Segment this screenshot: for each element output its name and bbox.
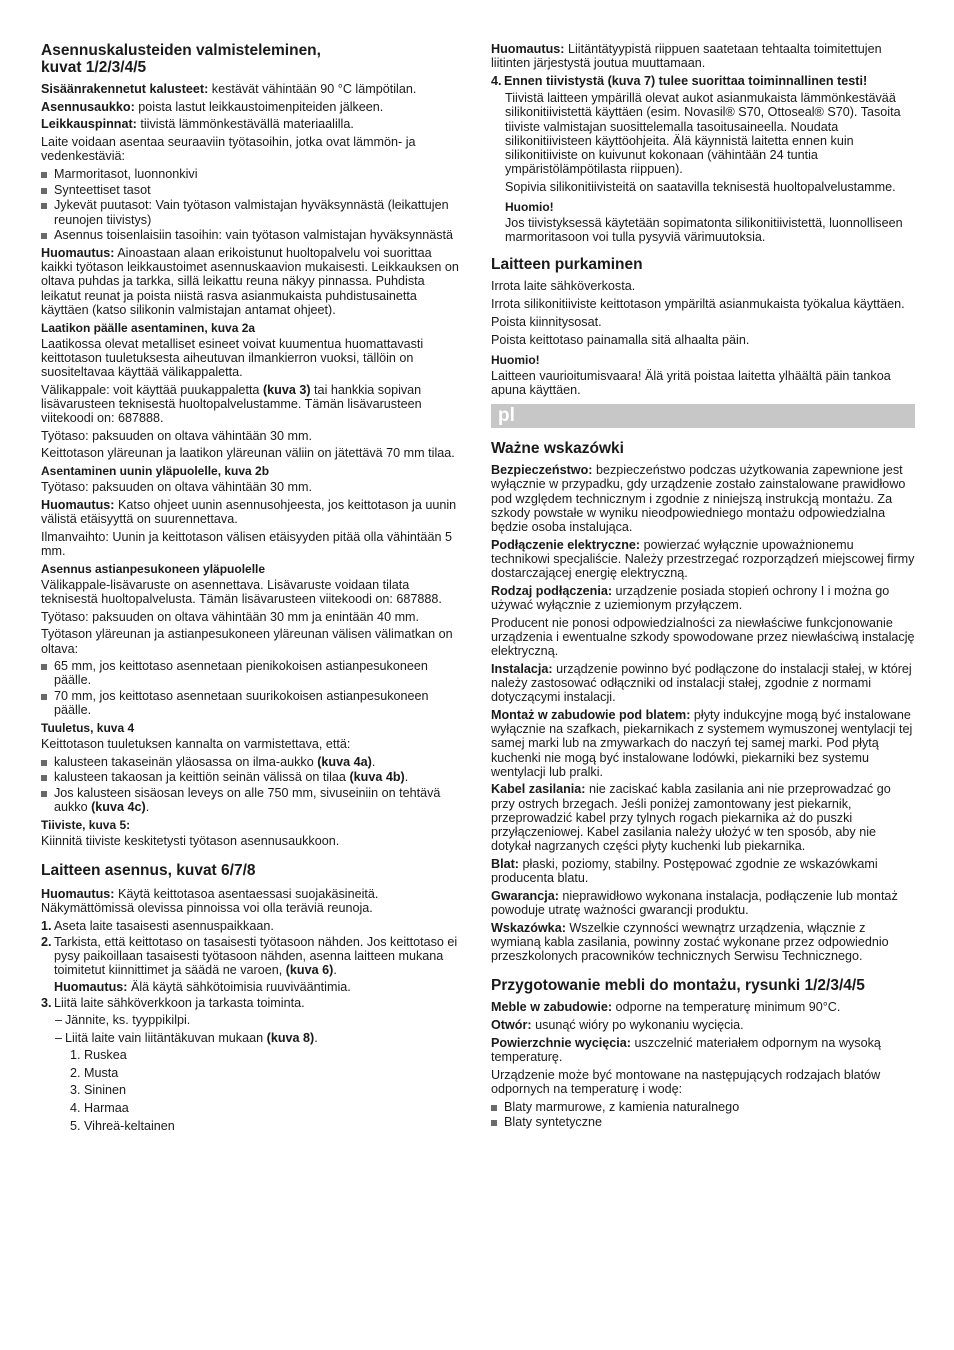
ref-kuva-8: (kuva 8) bbox=[266, 1030, 315, 1045]
list-item bbox=[41, 228, 465, 242]
heading-laatikko: Laatikon päälle asentaminen, kuva 2a bbox=[41, 320, 256, 335]
para-s4-1: Tiivistä laitteen ympärillä olevat aukot asianmukaista lämmönkestävää silikonitiivistettä käyttäen (esim. Novasil® S70, Ottoseal® S70). Tasoita tiiviste valmistajan suosittelemalla tasoitusaineella. Noudata silikonitiivisteen käyttöohjeita. Älä käynnistä laitetta ennen kuin silikonitiiviste on kuivunut kokonaan (vähintään 24 tuntia ympäristölämpötilasta riippuen). bbox=[505, 91, 901, 177]
step-title: Ennen tiivistystä (kuva 7) tulee suorittaa toiminnallinen testi! bbox=[504, 73, 868, 88]
list-item-text: Blaty syntetyczne bbox=[504, 1115, 602, 1130]
list-item bbox=[41, 770, 465, 784]
text-aukko: poista lastut leikkaustoimenpiteiden jälkeen. bbox=[134, 99, 384, 114]
wire-colors-list bbox=[41, 1048, 465, 1133]
dash-icon: – bbox=[55, 1013, 63, 1028]
text-pl: urządzenie powinno być podłączone do instalacji stałej, w której należy zastosować odłączniki od instalacji stałej, zgodnie z normami dotyczącymi instalacji. bbox=[491, 661, 912, 705]
para-pl-6 bbox=[491, 782, 915, 853]
step-number: 1. bbox=[41, 919, 52, 934]
heading-asennus: Laitteen asennus, kuvat 6/7/8 bbox=[41, 862, 256, 880]
list-item-text: 70 mm, jos keittotaso asennetaan suurikokoisen astianpesukoneen päälle. bbox=[54, 689, 429, 718]
para-astian-2: Työtaso: paksuuden on oltava vähintään 30 mm ja enintään 40 mm. bbox=[41, 609, 420, 624]
step-text: Liitä laite sähköverkkoon ja tarkasta toiminta. bbox=[54, 996, 305, 1011]
list-item bbox=[41, 689, 465, 717]
wire-color: 3. Sininen bbox=[70, 1083, 127, 1098]
para-laite: Laite voidaan asentaa seuraaviin työtasoihin, jotka ovat lämmön- ja vedenkestäviä: bbox=[41, 135, 416, 164]
steps-list-cont bbox=[491, 74, 915, 88]
para-tuuletus: Keittotason tuuletuksen kannalta on varmistettava, että: bbox=[41, 737, 351, 752]
text-pl: Producent nie ponosi odpowiedzialności za niewłaściwe funkcjonowanie urządzenia i ewentualne szkody spowodowane przez niewłaściwą instalację elektryczną. bbox=[491, 615, 915, 659]
label-otwor: Otwór: bbox=[491, 1018, 532, 1033]
dash-list bbox=[41, 1013, 465, 1044]
heading-tiiviste: Tiiviste, kuva 5: bbox=[41, 818, 131, 833]
step-text: Tarkista, että keittotaso on tasaisesti työtasoon nähden. Jos keittotaso ei pysy paikoillaan tasaisesti työtasoon nähden, asenna laitteen mukana toimitetut kiinnittimet ja säädä ne varoen, bbox=[54, 934, 458, 978]
text-huomautus: Ainoastaan alaan erikoistunut huoltopalvelu voi suorittaa kaikki työtason leikkaustoimet asennuskaavion mukaisesti. Leikkauksen on oltava puhdas ja tarkka, sillä leikattu reuna näkyy pinnassa. Puhdista leikatut reunat ja poista niistä rasva asianmukaista puhdistusainetta käyttäen (katso silikonin valmistajan antamat ohjeet). bbox=[41, 246, 459, 317]
label-huomautus: Huomautus: bbox=[54, 980, 128, 995]
heading-prep-line2: kuvat 1/2/3/4/5 bbox=[41, 59, 147, 76]
ref-kuva-4c: (kuva 4c) bbox=[91, 800, 146, 815]
para-purku-4: Poista keittotaso painamalla sitä alhaalta päin. bbox=[491, 332, 750, 347]
right-column bbox=[491, 42, 915, 1133]
para-purku-2: Irrota silikonitiiviste keittotason ympäriltä asianmukaista työkalua käyttäen. bbox=[491, 297, 905, 312]
bullet-icon bbox=[491, 1105, 497, 1111]
list-item-text: Jykevät puutasot: Vain työtason valmistajan hyväksynnästä (leikattujen reunojen tiivistys) bbox=[54, 198, 449, 227]
list-item-text: Blaty marmurowe, z kamienia naturalnego bbox=[504, 1099, 740, 1114]
list-item-text: kalusteen takaseinän yläosassa on ilma-aukko bbox=[54, 754, 318, 769]
bullet-icon bbox=[41, 791, 47, 797]
list-blaty bbox=[491, 1100, 915, 1130]
label-huomautus: Huomautus: bbox=[41, 497, 115, 512]
wire-color: 1. Ruskea bbox=[70, 1047, 127, 1062]
para-pl-5 bbox=[491, 708, 915, 779]
bullet-icon bbox=[41, 188, 47, 194]
para-pinnat bbox=[41, 117, 465, 131]
step-text-end: . bbox=[333, 963, 337, 978]
para-valikappale bbox=[41, 383, 465, 426]
text-pl: nieprawidłowo wykonana instalacja, podłączenie lub montaż powoduje utratę ważności gwarancji produktu. bbox=[491, 888, 898, 918]
para-huomautus-2 bbox=[41, 498, 465, 526]
step-number: 3. bbox=[41, 996, 52, 1011]
dash-item bbox=[55, 1013, 465, 1027]
label-meble: Meble w zabudowie: bbox=[491, 1000, 613, 1015]
list-item-text: Asennus toisenlaisiin tasoihin: vain työtason valmistajan hyväksynnästä bbox=[54, 228, 454, 243]
bullet-icon bbox=[41, 233, 47, 239]
text-pl: Wszelkie czynności wewnątrz urządzenia, włącznie z wymianą kabla zasilania, powinny zostać wykonane przez odpowiednio przeszkolonych pracowników technicznych Serwisu Technicznego. bbox=[491, 920, 889, 964]
list-item bbox=[41, 167, 465, 181]
para-astian-1: Välikappale-lisävaruste on asennettava. Lisävaruste voidaan tilata teknisestä huoltopalvelusta. Tämän lisävarusteen viitekoodi on: 687888. bbox=[41, 577, 442, 606]
list-item-text: Marmoritasot, luonnonkivi bbox=[54, 167, 198, 182]
list-item bbox=[41, 659, 465, 687]
label-pl: Kabel zasilania: bbox=[491, 782, 586, 797]
para-powierzchnie bbox=[491, 1036, 915, 1064]
para-pl-9 bbox=[491, 921, 915, 964]
dash-item-text: Liitä laite vain liitäntäkuvan mukaan bbox=[65, 1030, 267, 1045]
text-huomautus: Käytä keittotasoa asentaessasi suojakäsineitä. Näkymättömissä olevissa pinnoissa voi olla teräviä reunoja. bbox=[41, 887, 379, 916]
ref-kuva-4a: (kuva 4a) bbox=[317, 754, 372, 769]
label-pl: Wskazówka: bbox=[491, 920, 566, 935]
step-2 bbox=[41, 935, 465, 995]
label-pl: Gwarancja: bbox=[491, 888, 559, 903]
para-aukko bbox=[41, 100, 465, 114]
list-item bbox=[491, 1115, 915, 1129]
dash-item-end: . bbox=[314, 1030, 318, 1045]
label-pinnat: Leikkauspinnat: bbox=[41, 117, 137, 132]
para-purku-1: Irrota laite sähköverkosta. bbox=[491, 279, 636, 294]
list-item bbox=[41, 198, 465, 226]
text-pinnat: tiivistä lämmönkestävällä materiaalilla. bbox=[136, 117, 354, 132]
text-huomautus: Katso ohjeet uunin asennusohjeesta, jos keittotason ja uunin välistä etäisyyttä on suurennettava. bbox=[41, 497, 457, 527]
text-valik-a: Välikappale: voit käyttää puukappaletta bbox=[41, 382, 263, 397]
label-powierzchnie: Powierzchnie wycięcia: bbox=[491, 1035, 631, 1050]
list-item bbox=[41, 786, 465, 814]
para-huomautus-3 bbox=[41, 887, 465, 915]
text-huomautus: Liitäntätyypistä riippuen saatetaan tehtaalta toimitettujen liitinten järjestystä joutua muuttamaan. bbox=[491, 42, 882, 71]
bullet-icon bbox=[491, 1120, 497, 1126]
para-pl-7 bbox=[491, 857, 915, 885]
label-pl: Bezpieczeństwo: bbox=[491, 463, 593, 478]
list-item-end: . bbox=[404, 770, 409, 785]
wire-color: 4. Harmaa bbox=[70, 1101, 129, 1116]
step-number: 4. bbox=[491, 73, 502, 88]
bullet-icon bbox=[41, 694, 47, 700]
list-item-text: kalusteen takaosan ja keittiön seinän välissä on tilaa bbox=[54, 770, 350, 785]
para-huomio: Jos tiivistyksessä käytetään sopimatonta silikonitiivistettä, luonnolliseen marmoritasoon voi tulla pysyviä värimuutoksia. bbox=[505, 216, 903, 245]
step-1 bbox=[41, 919, 465, 933]
language-bar bbox=[491, 404, 915, 428]
text-pl: powierzać wyłącznie upoważnionemu technikowi specjaliście. Należy przestrzegać rozporządzeń miejscowej firmy dostarczającej energię elektryczną. bbox=[491, 537, 915, 581]
bullet-icon bbox=[41, 203, 47, 209]
list-item bbox=[41, 755, 465, 769]
para-pl-3 bbox=[491, 616, 915, 659]
label-pl: Montaż w zabudowie pod blatem: bbox=[491, 707, 691, 722]
para-purku-3: Poista kiinnitysosat. bbox=[491, 314, 602, 329]
steps-list bbox=[41, 919, 465, 1010]
label-pl: Blat: bbox=[491, 856, 519, 871]
label-pl: Rodzaj podłączenia: bbox=[491, 583, 613, 598]
list-tuuletus bbox=[41, 755, 465, 815]
text-otwor: usunąć wióry po wykonaniu wycięcia. bbox=[531, 1018, 744, 1033]
bullet-icon bbox=[41, 775, 47, 781]
para-pl-4 bbox=[491, 662, 915, 705]
wire-color: 5. Vihreä-keltainen bbox=[70, 1118, 175, 1133]
step-number: 2. bbox=[41, 934, 52, 949]
heading-uuni: Asentaminen uunin yläpuolelle, kuva 2b bbox=[41, 464, 270, 479]
para-otwor bbox=[491, 1018, 915, 1032]
list-tasot bbox=[41, 167, 465, 243]
label-pl: Instalacja: bbox=[491, 661, 553, 676]
step-text: Aseta laite tasaisesti asennuspaikkaan. bbox=[54, 919, 274, 934]
dash-icon: – bbox=[55, 1030, 63, 1045]
para-urzadzenie: Urządzenie może być montowane na następujących rodzajach blatów odpornych na temperaturę i wodę: bbox=[491, 1067, 881, 1096]
bullet-icon bbox=[41, 760, 47, 766]
step-3 bbox=[41, 996, 465, 1010]
label-huomautus: Huomautus: bbox=[41, 887, 115, 902]
list-item-end: . bbox=[145, 800, 150, 815]
step-4 bbox=[491, 74, 915, 88]
para-kalusteet bbox=[41, 82, 465, 96]
ref-kuva-3: (kuva 3) bbox=[262, 382, 311, 397]
para-tyotaso-2: Työtaso: paksuuden on oltava vähintään 30 mm. bbox=[41, 480, 312, 495]
list-valimatka bbox=[41, 659, 465, 717]
text-kalusteet: kestävät vähintään 90 °C lämpötilan. bbox=[208, 82, 417, 96]
para-meble bbox=[491, 1000, 915, 1014]
text-pl: bezpieczeństwo podczas użytkowania zapewnione jest wyłącznie w przypadku, gdy urządzenie zostało zainstalowane prawidłowo pod względem technicznym i zgodnie z niniejszą instrukcją montażu. Za szkody powstałe w wyniku nieodpowiedniego montażu odpowiedzialna będzie osoba instalująca. bbox=[491, 463, 906, 534]
wire-color: 2. Musta bbox=[70, 1065, 119, 1080]
ref-kuva-4b: (kuva 4b) bbox=[349, 770, 405, 785]
heading-tuuletus: Tuuletus, kuva 4 bbox=[41, 721, 135, 736]
para-pl-1 bbox=[491, 538, 915, 581]
list-item-text: 65 mm, jos keittotaso asennetaan pienikokoisen astianpesukoneen päälle. bbox=[54, 659, 428, 688]
text-powierzchnie: uszczelnić materiałem odpornym na wysoką temperaturę. bbox=[491, 1035, 881, 1064]
label-kalusteet: Sisäänrakennetut kalusteet: bbox=[41, 82, 209, 96]
step-4-body bbox=[491, 91, 915, 244]
para-ilmanvaihto: Ilmanvaihto: Uunin ja keittotason välisen etäisyyden pitää olla vähintään 5 mm. bbox=[41, 529, 452, 558]
label-huomautus: Huomautus: bbox=[491, 42, 565, 56]
text-pl: nie zaciskać kabla zasilania ani nie przeprowadzać go przy ostrych brzegach. Jeśli poniżej zamontowany jest piekarnik, przeprowadzić kabel przy tylnych rogach piekarnika aż do puszki przyłączeniowej. Kabel zasilania należy ułożyć w ten sposób, aby nie dotykał nagrzanych części płyty kuchenki lub piekarnika. bbox=[491, 782, 891, 854]
para-astian-3: Työtason yläreunan ja astianpesukoneen yläreunan välisen välimatkan on oltava: bbox=[41, 627, 453, 656]
para-laatikko: Laatikossa olevat metalliset esineet voivat kuumentua huomattavasti keittotason tuuletuksesta aiheutuvan ilmankierron vuoksi, tällöin on suositeltavaa käyttää välikappaletta. bbox=[41, 336, 424, 379]
bullet-icon bbox=[41, 172, 47, 178]
left-column bbox=[41, 34, 465, 1137]
para-s4-2: Sopivia silikonitiivisteitä on saatavilla teknisestä huoltopalvelustamme. bbox=[505, 179, 896, 194]
heading-prep bbox=[41, 42, 465, 76]
ref-kuva-6: (kuva 6) bbox=[285, 963, 334, 978]
dash-item-text: Jännite, ks. tyyppikilpi. bbox=[65, 1013, 191, 1028]
list-item-text: Synteettiset tasot bbox=[54, 182, 151, 197]
para-huomautus-4 bbox=[491, 42, 915, 70]
dash-item bbox=[55, 1031, 465, 1045]
text-pl: urządzenie posiada stopień ochrony I i można go używać wyłącznie z uziemionym przyłączem. bbox=[491, 583, 890, 612]
heading-przygotowanie: Przygotowanie mebli do montażu, rysunki 1/2/3/4/5 bbox=[491, 977, 865, 995]
heading-prep-line1: Asennuskalusteiden valmisteleminen, bbox=[41, 42, 321, 59]
language-code: pl bbox=[498, 405, 515, 427]
bullet-icon bbox=[41, 664, 47, 670]
para-pl-8 bbox=[491, 889, 915, 917]
list-item bbox=[491, 1100, 915, 1114]
heading-purkaminen: Laitteen purkaminen bbox=[491, 256, 643, 274]
text-huomautus: Älä käytä sähkötoimisia ruuvivääntimia. bbox=[127, 980, 351, 995]
label-aukko: Asennusaukko: bbox=[41, 99, 135, 114]
label-huomautus: Huomautus: bbox=[41, 246, 115, 261]
text-pl: płaski, poziomy, stabilny. Postępować zgodnie ze wskazówkami producenta blatu. bbox=[491, 856, 878, 886]
text-pl: płyty indukcyjne mogą być instalowane wyłącznie na szafkach, piekarnikach z systemem wymuszonej wentylacji tej samej marki lub na zmywarkach do naczyń tej samej marki. Pod płytą kuchenki nie mogą być instalowane lodówki, piekarniki bez systemu wentylacji lub pralki. bbox=[491, 707, 913, 779]
list-item-end: . bbox=[371, 754, 376, 769]
para-huomio-2: Laitteen vaurioitumisvaara! Älä yritä poistaa laitetta ylhäältä päin tankoa apuna käyttäen. bbox=[491, 368, 891, 397]
heading-huomio: Huomio! bbox=[505, 200, 554, 215]
heading-wazne: Ważne wskazówki bbox=[491, 440, 624, 458]
para-tiiviste: Kiinnitä tiiviste keskitetysti työtason asennusaukkoon. bbox=[41, 834, 340, 849]
list-item-text: Jos kalusteen sisäosan leveys on alle 750 mm, sivuseiniin on tehtävä aukko bbox=[54, 786, 441, 815]
heading-huomio-2: Huomio! bbox=[491, 352, 540, 367]
para-pl-0 bbox=[491, 463, 915, 534]
list-item bbox=[41, 183, 465, 197]
para-ylareuna: Keittotason yläreunan ja laatikon yläreunan väliin on jätettävä 70 mm tilaa. bbox=[41, 446, 455, 461]
text-meble: odporne na temperaturę minimum 90°C. bbox=[612, 1000, 841, 1015]
para-tyotaso-1: Työtaso: paksuuden on oltava vähintään 30 mm. bbox=[41, 428, 312, 443]
para-huomautus-1 bbox=[41, 246, 465, 317]
heading-astianpesukone: Asennus astianpesukoneen yläpuolelle bbox=[41, 561, 266, 576]
para-pl-2 bbox=[491, 584, 915, 612]
text-valik-c: tai hankkia sopivan lisävarusteen teknisestä huoltopalvelustamme. Tämän lisävarusteen viitekoodi on: 687888. bbox=[41, 382, 422, 426]
label-pl: Podłączenie elektryczne: bbox=[491, 537, 641, 552]
step-2-note bbox=[54, 980, 465, 994]
